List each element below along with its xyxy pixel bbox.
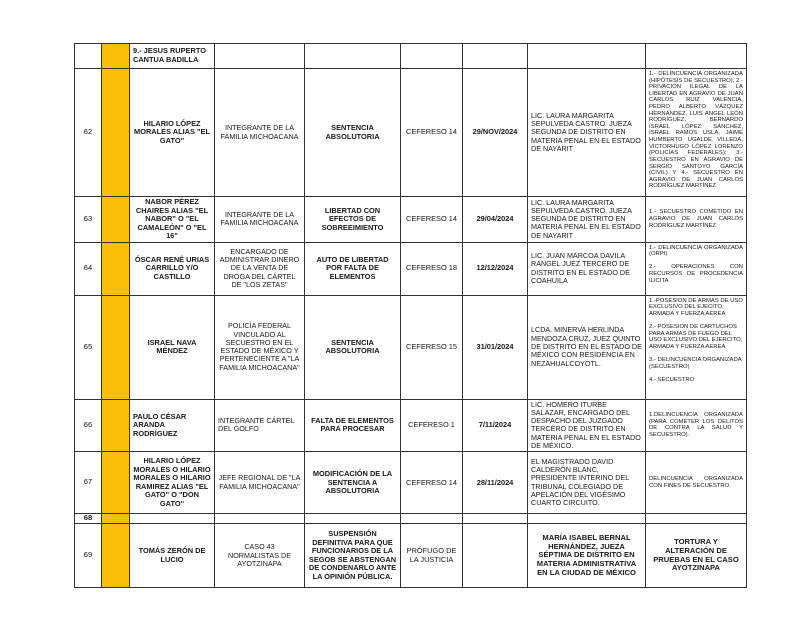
crimes xyxy=(646,295,747,399)
group-affiliation: INTEGRANTE DE LA FAMILIA MICHOACANA xyxy=(215,197,305,243)
row-number: 64 xyxy=(75,242,102,295)
group-affiliation: POLICÍA FEDERAL VINCULADO AL SECUESTRO EN EL ESTADO DE MÉXICO Y PERTENECIENTE A "LA FAMILIA MICHOACANA" xyxy=(215,295,305,399)
highlight-cell xyxy=(102,524,130,588)
judge xyxy=(528,44,646,69)
row-number: 68 xyxy=(75,514,102,524)
person-name xyxy=(130,514,215,524)
group-affiliation xyxy=(215,514,305,524)
judge: LIC. LAURA MARGARITA SEPULVEDA CASTRO. JUEZA SEGUNDA DE DISTRITO EN MATERIA PENAL EN EL ESTADO DE NAYARIT xyxy=(528,69,646,197)
crimes xyxy=(646,514,747,524)
resolution-date: 12/12/2024 xyxy=(463,242,528,295)
crimes: DELINCUENCIA ORGANIZADA CON FINES DE SECUESTRO. xyxy=(646,452,747,514)
prison: PRÓFUGO DE LA JUSTICIA xyxy=(401,524,463,588)
crimes xyxy=(646,242,747,295)
person-name: HILARIO LÓPEZ MORALES ALIAS "EL GATO" xyxy=(130,69,215,197)
crimes: 1.DELINCUENCIA ORGANIZADA (PARA COMETER LOS DELITOS DE CONTRA LA SALUD Y SECUESTRO). xyxy=(646,399,747,452)
row-number: 66 xyxy=(75,399,102,452)
table-row xyxy=(75,452,747,514)
judge xyxy=(528,514,646,524)
group-affiliation xyxy=(215,44,305,69)
crimes: TORTURA Y ALTERACIÓN DE PRUEBAS EN EL CASO AYOTZINAPA xyxy=(646,524,747,588)
highlight-cell xyxy=(102,399,130,452)
resolution-date: 28/11/2024 xyxy=(463,452,528,514)
row-number: 63 xyxy=(75,197,102,243)
prison: CEFERESO 18 xyxy=(401,242,463,295)
group-affiliation: ENCARGADO DE ADMINISTRAR DINERO DE LA VENTA DE DROGA DEL CÁRTEL DE "LOS ZETAS" xyxy=(215,242,305,295)
judge: MARÍA ISABEL BERNAL HERNÁNDEZ, JUEZA SÉPTIMA DE DISTRITO EN MATERIA ADMINISTRATIVA EN LA CIUDAD DE MÉXICO xyxy=(528,524,646,588)
resolution xyxy=(305,44,401,69)
judge: LIC. LAURA MARGARITA SEPULVEDA CASTRO. JUEZA SEGUNDA DE DISTRITO EN MATERIA PENAL EN EL ESTADO DE NAYARIT xyxy=(528,197,646,243)
highlight-cell xyxy=(102,514,130,524)
group-affiliation: JEFE REGIONAL DE "LA FAMILIA MICHOACANA" xyxy=(215,452,305,514)
row-number: 62 xyxy=(75,69,102,197)
prison: CEFERESO 15 xyxy=(401,295,463,399)
table-row xyxy=(75,242,747,295)
crimes: 1.- DELINCUENCIA ORGANIZADA (HIPÓTESIS DE SECUESTRO), 2.- PRIVACIÓN ILEGAL DE LA LIBERTAD EN AGRAVIO DE JUAN CARLOS RUIZ VALENCIA, PEDRO ALBERTO VÁZQUEZ HERNÁNDEZ, LUIS ÁNGEL LEÓN RODRÍGUEZ, BERNARDO ISRAEL LÓPEZ SÁNCHEZ, ISRAEL RAMOS USLA, JAIME HUMBERTO UGALDE VILLEDA, VICTORHUGO LÓPEZ LORENZO (POLICÍAS FEDERALES); 3.- SECUESTRO EN AGRAVIO DE SERGIO SANTOYO GARCÍA (CIVIL) Y 4.- SECUESTRO EN AGRAVIO DE JUAN CARLOS RODRÍGUEZ MARTÍNEZ. xyxy=(646,69,747,197)
resolution-date: 31/01/2024 xyxy=(463,295,528,399)
records-table xyxy=(74,43,747,588)
person-name: ISRAEL NAVA MÉNDEZ xyxy=(130,295,215,399)
row-number: 65 xyxy=(75,295,102,399)
resolution-date: 7/11/2024 xyxy=(463,399,528,452)
table-row xyxy=(75,399,747,452)
resolution: SENTENCIA ABSOLUTORIA xyxy=(305,295,401,399)
row-number xyxy=(75,44,102,69)
judge: EL MAGISTRADO DAVID CALDERÓN BLANC, PRESIDENTE INTERINO DEL TRIBUNAL COLEGIADO DE APELACIÓN DEL VIGÉSIMO CUARTO CIRCUITO. xyxy=(528,452,646,514)
judge: LCDA. MINERVA HERLINDA MENDOZA CRUZ, JUEZ QUINTO DE DISTRITO EN EL ESTADO DE MÉXICO CON RESIDENCIA EN NEZAHUALCOYOTL. xyxy=(528,295,646,399)
highlight-cell xyxy=(102,69,130,197)
highlight-cell xyxy=(102,44,130,69)
prison: CEFERESO 14 xyxy=(401,452,463,514)
resolution-date xyxy=(463,44,528,69)
group-affiliation: INTEGRANTE DE LA FAMILIA MICHOACANA xyxy=(215,69,305,197)
resolution: LIBERTAD CON EFECTOS DE SOBREEIMIENTO xyxy=(305,197,401,243)
table-row xyxy=(75,69,747,197)
resolution: SUSPENSIÓN DEFINITIVA PARA QUE FUNCIONARIOS DE LA SEGOB SE ABSTENGAN DE CONDENARLO ANTE LA OPINIÓN PÚBLICA. xyxy=(305,524,401,588)
person-name: NABOR PÉREZ CHAIRES ALIAS "EL NABOR" O "EL CAMALEÓN" O "EL 16" xyxy=(130,197,215,243)
highlight-cell xyxy=(102,295,130,399)
prison: CEFERESO 1 xyxy=(401,399,463,452)
person-name: 9.- JESUS RUPERTO CANTUA BADILLA xyxy=(130,44,215,69)
resolution: AUTO DE LIBERTAD POR FALTA DE ELEMENTOS xyxy=(305,242,401,295)
resolution-date xyxy=(463,514,528,524)
person-name: TOMÁS ZERÓN DE LUCIO xyxy=(130,524,215,588)
resolution: FALTA DE ELEMENTOS PARA PROCESAR xyxy=(305,399,401,452)
table-row xyxy=(75,514,747,524)
person-name: ÓSCAR RENÉ URIAS CARRILLO Y/O CASTILLO xyxy=(130,242,215,295)
table-row xyxy=(75,524,747,588)
resolution xyxy=(305,514,401,524)
row-number: 69 xyxy=(75,524,102,588)
group-affiliation: CASO 43 NORMALISTAS DE AYOTZINAPA xyxy=(215,524,305,588)
prison: CEFERESO 14 xyxy=(401,69,463,197)
resolution-date: 29/NOV/2024 xyxy=(463,69,528,197)
highlight-cell xyxy=(102,197,130,243)
person-name: HILARIO LÓPEZ MORALES O HILARIO MORALES O HILARIO RAMIREZ ALIAS "EL GATO" O "DON GATO" xyxy=(130,452,215,514)
crimes: 1.- SECUESTRO COMETIDO EN AGRAVIO DE JUAN CARLOS RODRÍGUEZ MARTÍNEZ. xyxy=(646,197,747,243)
table-row xyxy=(75,44,747,69)
prison xyxy=(401,514,463,524)
judge: LIC. HOMERO ITURBE SALAZAR, ENCARGADO DEL DESPACHO DEL JUZGADO TERCERO DE DISTRITO EN MATERIA PENAL EN EL ESTADO DE MÉXICO. xyxy=(528,399,646,452)
crimes-text: 1.-POSESION DE ARMAS DE USO EXCLUSIVO DEL EJECITO, ARMADA Y FUERZA AEREA 2.- POSESION DE CARTUCHOS PARA ARMAS DE FUEGO DEL USO EXCLUSIVO DEL EJERCITO, ARMADA Y FUERZA AEREA 3.- DELINCUENCIA ORGANIZADA (SECUESTRO) 4.- SECUESTRO xyxy=(649,297,743,383)
group-affiliation: INTEGRANTE CÁRTEL DEL GOLFO xyxy=(215,399,305,452)
prison: CEFERESO 14 xyxy=(401,197,463,243)
prison xyxy=(401,44,463,69)
table-row xyxy=(75,295,747,399)
judge: LIC. JUAN MARCOA DAVILA RANGEL JUEZ TERCERO DE DISTRITO EN EL ESTADO DE COAHUILA xyxy=(528,242,646,295)
person-name: PAULO CÉSAR ARANDA RODRÍGUEZ xyxy=(130,399,215,452)
highlight-cell xyxy=(102,242,130,295)
resolution-date: 29/04/2024 xyxy=(463,197,528,243)
resolution-date xyxy=(463,524,528,588)
resolution: SENTENCIA ABSOLUTORIA xyxy=(305,69,401,197)
table-row xyxy=(75,197,747,243)
resolution: MODIFICACIÓN DE LA SENTENCIA A ABSOLUTORIA xyxy=(305,452,401,514)
highlight-cell xyxy=(102,452,130,514)
row-number: 67 xyxy=(75,452,102,514)
crimes-text: 1.- DELINCUENCIA ORGANIZADA (ORPI) 2.- OPERACIONES CON RECURSOS DE PROCEDENCIA ILICITA xyxy=(649,244,743,284)
crimes xyxy=(646,44,747,69)
